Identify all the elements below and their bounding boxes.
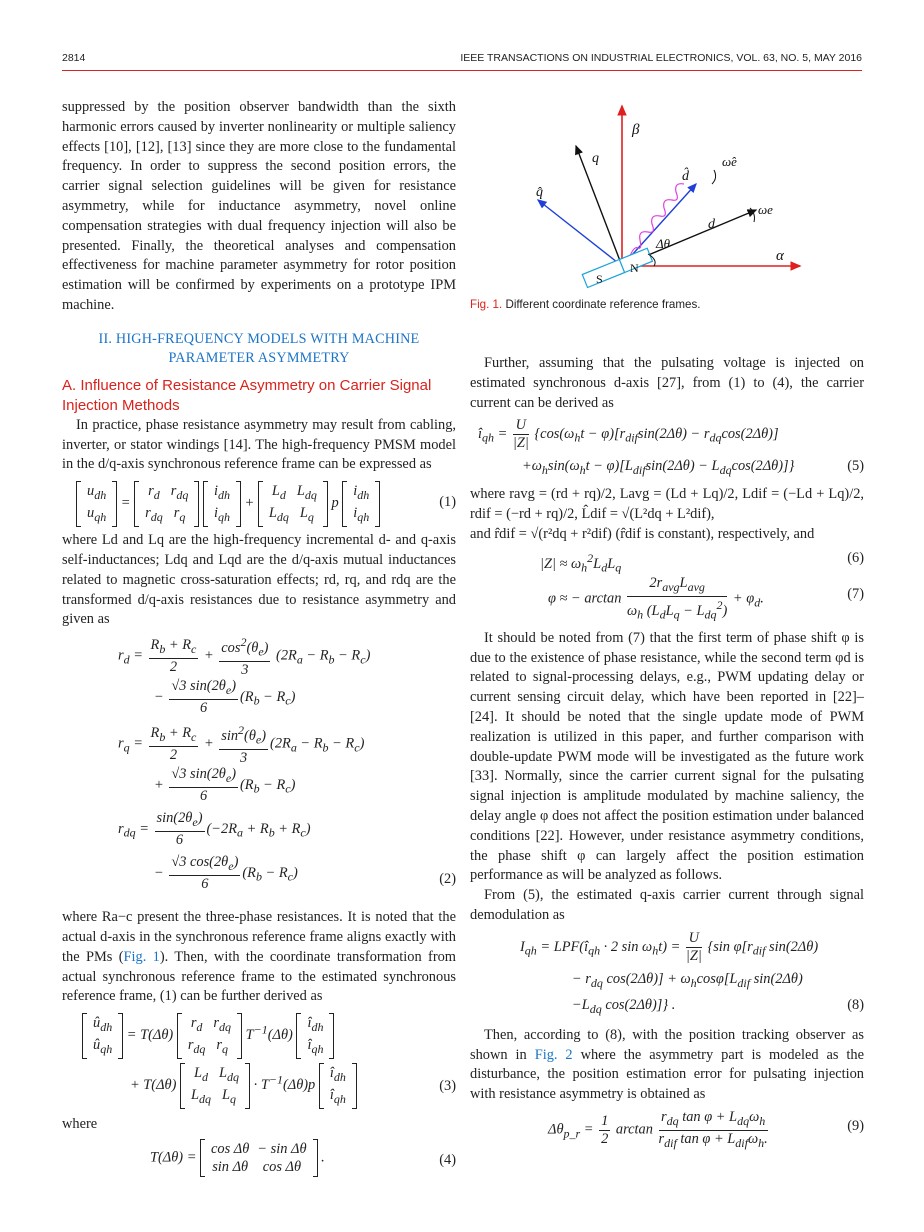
paragraph-2: where Ld and Lq are the high-frequency incremental d- and q-axis self-inductances; Ldq and Lqd are the d/q-axis mutual inductances related to magnetic cross-saturation effects; rd, rq, and rdq are the transformed d/q-axis resistances due to resistance asymmetry and given as	[62, 532, 456, 628]
figure-caption	[470, 298, 701, 311]
paragraph-3-text-b: ). Then, with the coordinate transformation from actual synchronous reference frame to the estimated synchronous reference frame, (1) can be further derived as	[62, 948, 456, 1005]
page-number: 2814	[62, 52, 86, 64]
label-dtheta: Δθ	[656, 236, 671, 251]
equation-6: $|Z| \approx \omega_h^2L_dL_q$ (6)	[540, 549, 864, 575]
figure-caption-text: Different coordinate reference frames.	[505, 298, 701, 311]
paragraph-3-text-a: where Ra−c present the three-phase resistances. It is noted that the actual d-axis in the synchronous reference frame aligns exactly with the PMs (	[62, 909, 456, 965]
header-rule	[62, 70, 862, 71]
omega-hat-arc	[712, 170, 716, 184]
right-paragraph-1: Further, assuming that the pulsating voltage is injected on estimated synchronous d-axis [27], from (1) to (4), the carrier current can be derived as	[470, 355, 864, 411]
label-omega-hat: ω̂e	[722, 154, 737, 169]
journal-title: IEEE TRANSACTIONS ON INDUSTRIAL ELECTRONICS, VOL. 63, NO. 5, MAY 2016	[460, 52, 862, 64]
equation-4-number: (4)	[439, 1151, 456, 1168]
paragraph-1: In practice, phase resistance asymmetry may result from cabling, inverter, or stator windings [14]. The high-frequency PMSM model in the d/q-axis synchronous reference frame can be expressed as	[62, 416, 456, 473]
equation-2-number: (2)	[439, 871, 456, 888]
section-title: II. HIGH-FREQUENCY MODELS WITH MACHINE PARAMETER ASYMMETRY	[98, 330, 420, 366]
right-column	[470, 354, 864, 1153]
label-beta: β	[632, 122, 640, 138]
label-N: N	[630, 261, 639, 275]
where-definitions: where ravg = (rd + rq)/2, Lavg = (Ld + Lq)/2, Ldif = (−Ld + Lq)/2, rdif = (−rd + rq)/2, L̂dif = √(L²dq + L²dif),	[470, 486, 864, 523]
equation-5-number: (5)	[847, 458, 864, 475]
label-qhat: q̂	[536, 185, 543, 200]
label-q: q	[592, 151, 599, 166]
equation-9: $\Delta\theta_{p\_r}$ = $\frac{1}{2}$ arctan $\frac{r_{dq} \tan \varphi + L_{dq}\omega_h}{r_{dif} \tan \varphi + L_{dif}\omega_h.}$ (9)	[548, 1108, 864, 1150]
label-alpha: α	[776, 248, 784, 264]
right-paragraph-4-text-b: where the asymmetry part is modeled as the disturbance, the position estimation error for pulsating injection with resistance asymmetry is obtained as	[470, 1046, 865, 1103]
equation-7-number: (7)	[847, 585, 864, 602]
right-paragraph-2: It should be noted from (7) that the first term of phase shift φ is due to the existence of phase resistance, while the second term φd is related to signal-processing delays, e.g., PWM updating delay or current sensing circuit delay, which have been reported in [22]–[24]. It should be noted that the single update mode of PWM realization is utilized in this paper, and further comparison with double-update PWM mode will be investigated as the future work [33]. Normally, since the carrier current signal for the pulsating signal injection is amplitude modulated by machine saliency, the delay angle φ does not affect the position estimation under balanced conditions [22]. However, under resistance asymmetry conditions, the phase shift φ can largely affect the position estimation performance as will be analyzed as follows.	[470, 629, 864, 884]
equation-3: $û_{dh}$ $û_{qh}$ = T(Δθ) $r_d$ $r_{dq}$ $r_{dq}$ $r_q$ $T^{-1}(\Delta\theta)$ $î_{dh}$ $î_{qh}$ + T(Δθ) $L_d$ $L_{dq}$ $L_{dq}$ $L_q$ · $T^{-1}(\Delta\theta)p$ $î_{dh}$ $î_{qh}$ (3)	[62, 1013, 456, 1111]
equation-8-number: (8)	[847, 996, 864, 1013]
omega-e-arc	[750, 208, 755, 222]
label-dhat: d̂	[682, 169, 689, 184]
label-S: S	[596, 272, 603, 286]
and-definitions: and r̂dif = √(r²dq + r²dif) (r̂dif is constant), respectively, and	[470, 525, 815, 542]
equation-2: $r_d$ = $\frac{R_b + R_c}{2}$ + $\frac{\cos^2(\theta_e)}{3}$ $(2R_a - R_b - R_c)$ − $\frac{√3 \sin(2\theta_e)}{6}$ $(R_b - R_c)$ $r_q$ = $\frac{R_b + R_c}{2}$ + $\frac{\sin^2(\theta_e)}{3}$ $(2R_a - R_b - R_c)$ + $\frac{√3 \sin(2\theta_e)}{6}$ $(R_b - R_c)$ $r_{dq}$ = $\frac{\sin(2\theta_e)}{6}$ $(-2R_a + R_b + R_c)$ − $\frac{√3 \cos(2\theta_e)}{6}$ $(R_b - R_c)$ (2)	[118, 635, 456, 893]
right-paragraph-4-text-a: Then, according to (8), with the position tracking observer as shown in	[470, 1026, 864, 1063]
label-omega-e: ωe	[758, 202, 773, 217]
paragraph-3	[62, 908, 456, 1007]
left-column	[62, 98, 456, 1189]
equation-5: $î_{qh}$ = $\frac{U}{|Z|}$ {$\cos(\omega_ht - \varphi)[r_{dif}\sin(2\Delta\theta) - r_{dq}\cos(2\Delta\theta)]$ $+\omega_h\sin(\omega_ht - \varphi)[L_{dif}\sin(2\Delta\theta) - L_{dq}\cos(2\Delta\theta)]$} (5)	[478, 417, 864, 478]
where-label: where	[62, 1116, 98, 1133]
subsection-title: A. Influence of Resistance Asymmetry on Carrier Signal Injection Methods	[62, 376, 432, 414]
equation-1-number: (1)	[439, 494, 456, 511]
label-d: d	[708, 217, 715, 232]
page-header	[62, 52, 862, 70]
equation-6-number: (6)	[847, 549, 864, 566]
right-paragraph-3: From (5), the estimated q-axis carrier current through signal demodulation as	[470, 887, 864, 923]
coordinate-frames-figure	[470, 96, 864, 296]
fig1-link[interactable]: Fig. 1	[123, 948, 160, 965]
equation-9-number: (9)	[847, 1117, 864, 1134]
equation-7: φ ≈ − arctan $\frac{2r_{avg}L_{avg}}{\omega_h (L_dL_q - L_{dq}^2)}$ + $\varphi_d$. (7)	[548, 574, 864, 622]
equation-1: $u_{dh}$ $u_{qh}$ = $r_d$ $r_{dq}$ $r_{dq}$ $r_q$ $i_{dh}$ $i_{qh}$ + $L_d$ $L_{dq}$ $L_{dq}$ $L_q$ p $i_{dh}$ $i_{qh}$ (1)	[62, 481, 456, 527]
equation-8: $I_{qh}$ = $LPF(î_{qh} \cdot 2$ $\sin \omega_ht$) = $\frac{U}{|Z|}$ {sin $\varphi[r_{dif}$ sin(2Δθ) − $r_{dq}$ $\cos(2\Delta\theta)] + \omega_h\cos\varphi[L_{dif}$ sin(2Δθ) $-L_{dq}$ cos(2Δθ)]} . (8)	[520, 929, 864, 1016]
equation-3-number: (3)	[439, 1078, 456, 1095]
right-paragraph-4	[470, 1026, 864, 1105]
equation-4: T(Δθ) = cos Δθ − sin Δθ sin Δθ cos Δθ . (4)	[150, 1140, 456, 1175]
figure-caption-label: Fig. 1.	[470, 298, 503, 311]
fig2-link[interactable]: Fig. 2	[534, 1046, 573, 1063]
intro-paragraph: suppressed by the position observer bandwidth than the sixth harmonic errors caused by inverter nonlinearity or multiple saliency effects [10], [12], [13] since they are more close to the fundamental frequency. In order to suppress the second position errors, the carrier signal selection guidelines will be given for resistance asymmetry, while for inductance asymmetry, novel online compensation strategies with dual frequency injection will also be presented. Finally, the theoretical analyses and compensation effectiveness for machine parameter asymmetry for rotor position estimation will be confirmed by experiments on a prototype IPM machine.	[62, 99, 456, 313]
